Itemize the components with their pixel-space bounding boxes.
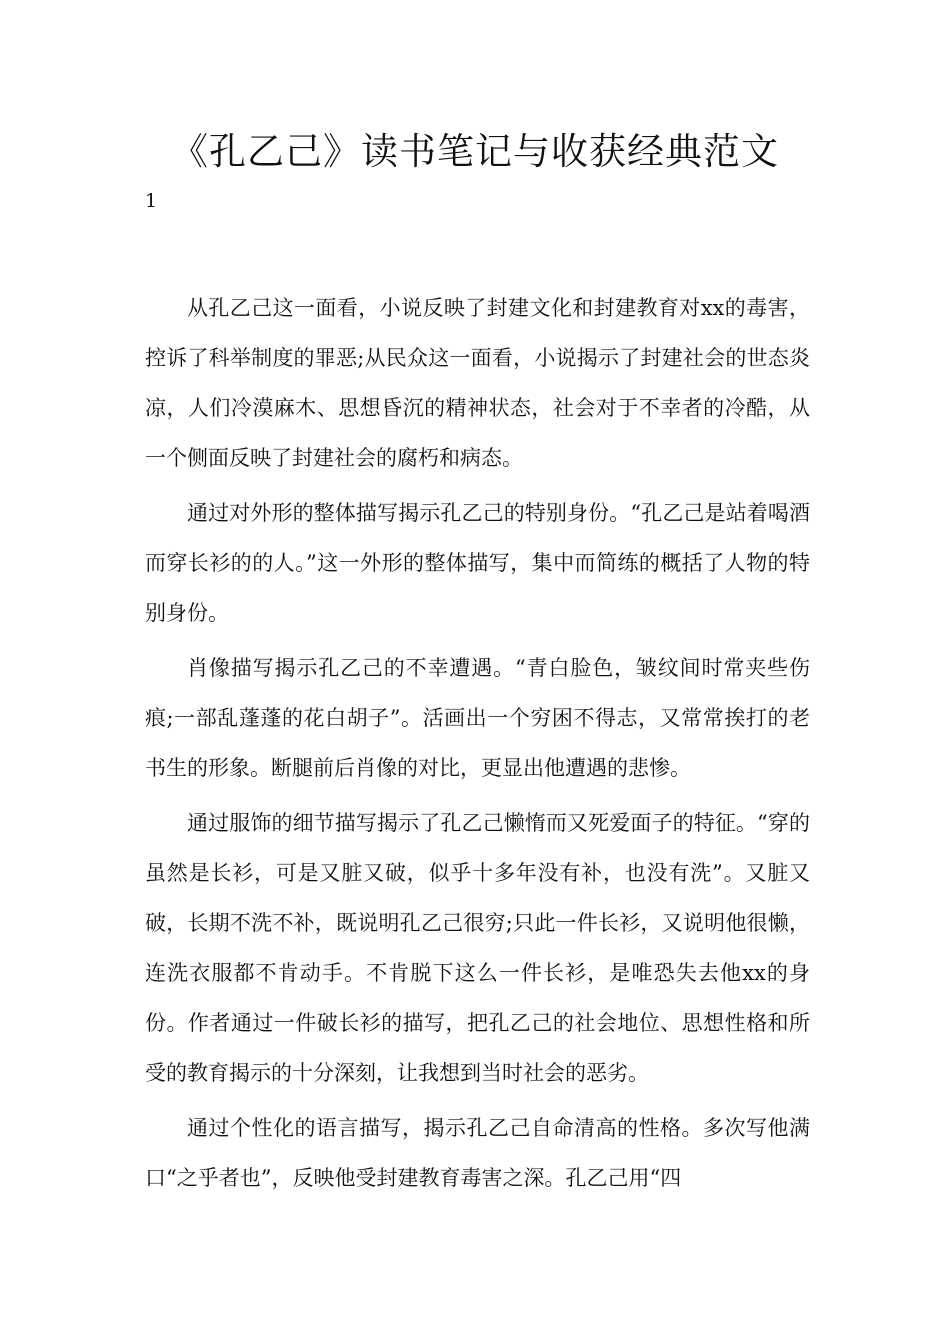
paragraph: 从孔乙己这一面看，小说反映了封建文化和封建教育对xx的毒害，控诉了科举制度的罪恶;从民众这一面看，小说揭示了封建社会的世态炎凉，人们冷漠麻木、思想昏沉的精神状态，社会对于不幸者的冷酷，从一个侧面反映了封建社会的腐朽和病态。 [145,296,810,470]
paragraph: 通过服饰的细节描写揭示了孔乙己懒惰而又死爱面子的特征。“穿的虽然是长衫，可是又脏又破，似乎十多年没有补，也没有洗”。又脏又破，长期不洗不补，既说明孔乙己很穷;只此一件长衫，又说明他很懒，连洗衣服都不肯动手。不肯脱下这么一件长衫，是唯恐失去他xx的身份。作者通过一件破长衫的描写，把孔乙己的社会地位、思想性格和所受的教育揭示的十分深刻，让我想到当时社会的恶劣。 [145,811,810,1085]
document-body [145,283,810,1208]
paragraph: 通过对外形的整体描写揭示孔乙己的特别身份。“孔乙己是站着喝酒而穿长衫的的人。”这一外形的整体描写，集中而简练的概括了人物的特别身份。 [145,501,810,625]
paragraph: 通过个性化的语言描写，揭示孔乙己自命清高的性格。多次写他满口“之乎者也”，反映他受封建教育毒害之深。孔乙己用“四 [145,1116,810,1190]
paragraph: 肖像描写揭示孔乙己的不幸遭遇。“青白脸色，皱纹间时常夹些伤痕;一部乱蓬蓬的花白胡子”。活画出一个穷困不得志，又常常挨打的老书生的形象。断腿前后肖像的对比，更显出他遭遇的悲惨。 [145,656,810,780]
section-number: 1 [145,190,158,212]
document-title: 《孔乙己》读书笔记与收获经典范文 [171,130,779,173]
